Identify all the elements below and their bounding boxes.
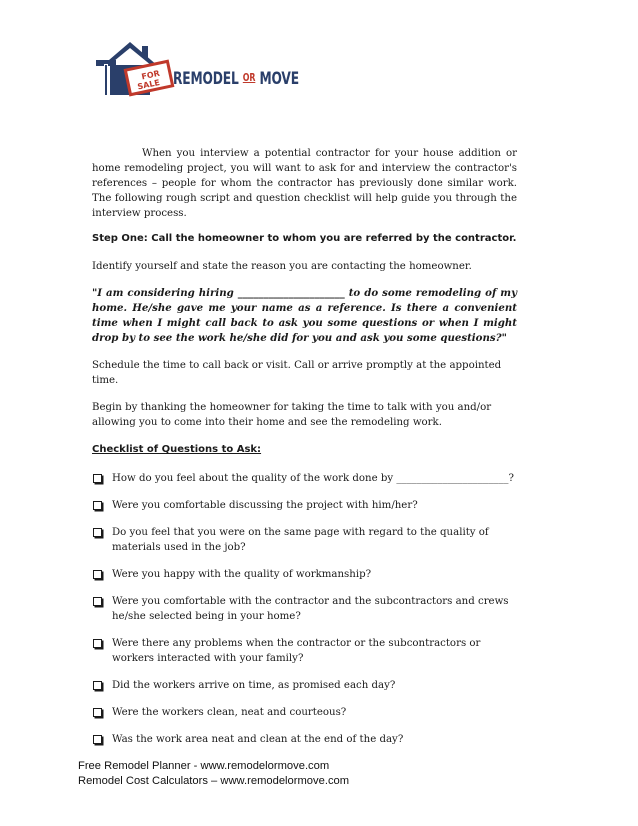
checklist-item [92,594,517,624]
identify-paragraph: Identify yourself and state the reason you are contacting the homeowner. [92,261,472,272]
checklist-title: Checklist of Questions to Ask: [92,444,262,455]
question-text: Were there any problems when the contractor or the subcontractors or workers interacted with your family? [112,638,481,664]
question-text: Do you feel that you were on the same page with regard to the quality of materials used in the job? [112,527,489,553]
footer-planner-link[interactable]: Free Remodel Planner - www.remodelormove.com [78,760,330,772]
question-text: How do you feel about the quality of the work done by ______________________? [112,473,514,484]
question-text: Were the workers clean, neat and courteous? [112,707,347,718]
checkbox-icon[interactable] [93,528,102,537]
step-one-heading: Step One: Call the homeowner to whom you are referred by the contractor. [92,233,517,244]
logo-wordmark [173,69,299,89]
checklist-item [92,471,517,486]
question-text: Were you comfortable discussing the project with him/her? [112,500,418,511]
svg-text:SALE: SALE [136,77,161,92]
question-text: Were you comfortable with the contractor and the subcontractors and crews he/she selected being in your home? [112,596,509,622]
checkbox-icon[interactable] [93,681,102,690]
schedule-paragraph: Schedule the time to call back or visit. Call or arrive promptly at the appointed time. [92,360,502,386]
checklist-item [92,732,517,747]
checklist-item [92,678,517,693]
logo-word-or: OR [242,71,256,84]
checklist-item [92,567,517,582]
checkbox-icon[interactable] [93,597,102,606]
house-hammer-icon [96,38,176,100]
intro-paragraph: When you interview a potential contractor for your house addition or home remodeling project, you will want to ask for and interview the contractor's references – people for whom the contractor has previously done similar work. The following rough script and question checklist will help guide you through the interview process. [92,148,517,219]
checkbox-icon[interactable] [93,639,102,648]
footer [78,759,349,789]
checkbox-icon[interactable] [93,570,102,579]
checkbox-icon[interactable] [93,501,102,510]
reference-script-quote: "I am considering hiring _____________________ to do some remodeling of my home. He/she gave me your name as a reference. Is there a convenient time when I might call back to ask you some questions or when I might drop by to see the work he/she did for you and ask you some questions?" [92,287,517,344]
checkbox-icon[interactable] [93,735,102,744]
checklist-item [92,636,517,666]
question-text: Was the work area neat and clean at the end of the day? [112,734,404,745]
checklist-item [92,705,517,720]
footer-calculators-link[interactable]: Remodel Cost Calculators – www.remodelormove.com [78,775,350,787]
checklist-item [92,525,517,555]
logo-word-remodel: REMODEL [173,69,243,89]
begin-paragraph: Begin by thanking the homeowner for taking the time to talk with you and/or allowing you to come into their home and see the remodeling work. [92,402,492,428]
checklist-item [92,498,517,513]
logo [96,38,299,100]
question-checklist [92,471,517,747]
checkbox-icon[interactable] [93,708,102,717]
checkbox-icon[interactable] [93,474,102,483]
question-text: Were you happy with the quality of workmanship? [112,569,372,580]
logo-word-move: MOVE [255,69,299,89]
question-text: Did the workers arrive on time, as promised each day? [112,680,396,691]
svg-text:FOR: FOR [140,68,161,82]
document-body [92,146,517,759]
